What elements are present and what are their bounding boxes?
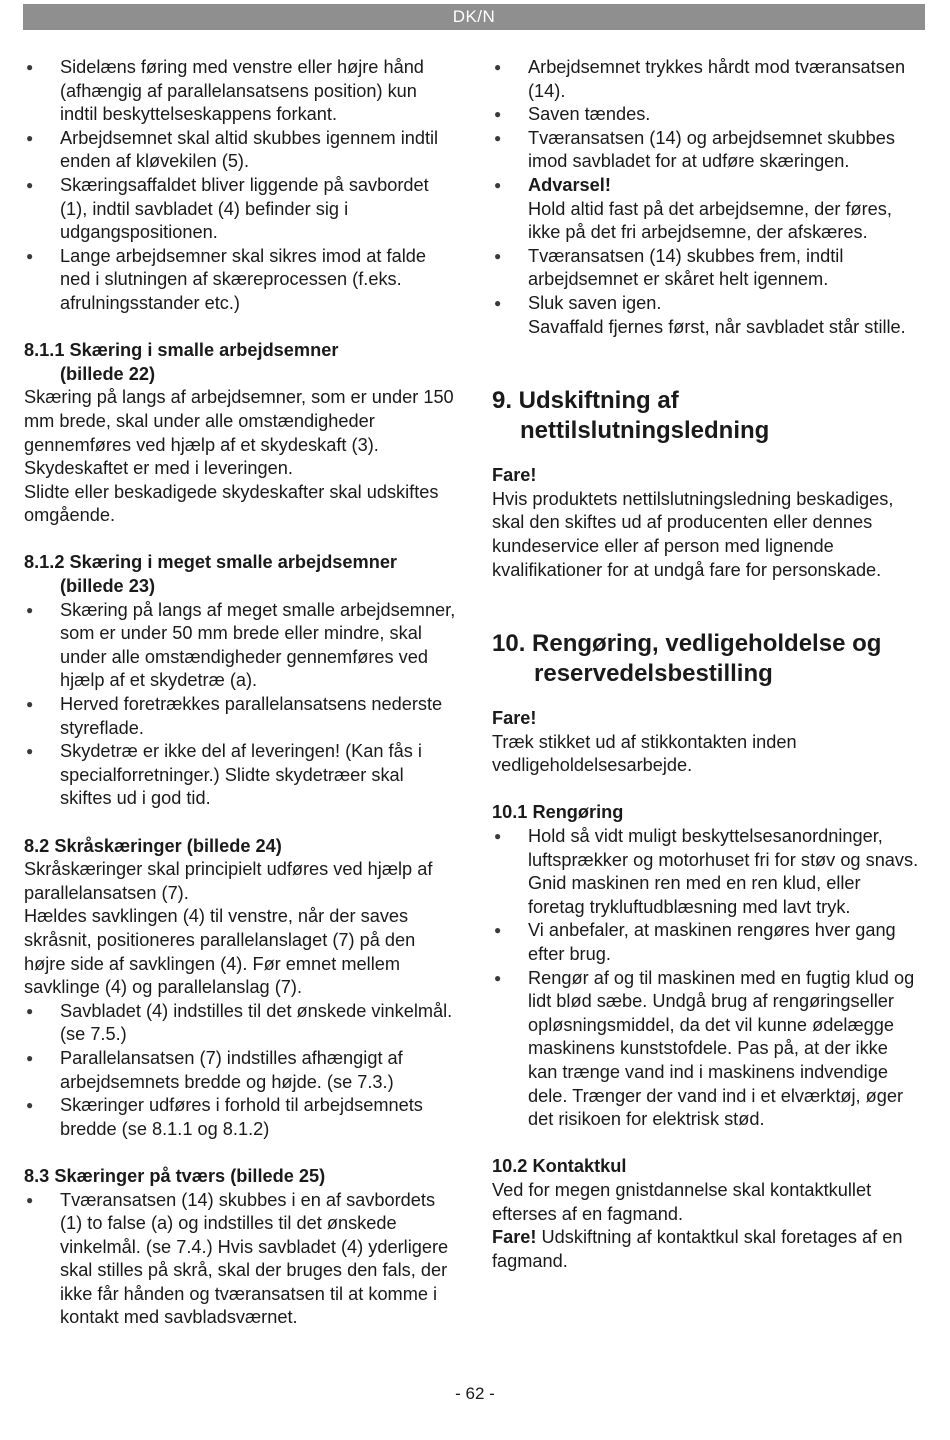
paragraph: Ved for megen gnistdannelse skal kontaktkullet efterses af en fagmand. [492,1179,872,1224]
section-heading-10-1: 10.1 Rengøring [492,802,624,823]
list-item: ● Tværansatsen (14) skubbes frem, indtil arbejdsemnet er skåret helt igennem. [492,245,922,292]
heading-line: 8.1.2 Skæring i meget smalle arbejdsemner [24,552,398,573]
list-item: ● Tværansatsen (14) skubbes i en af savbordets (1) to false (a) og indstilles til det ønskede vinkelmål. (se 7.4.) Hvis savbladet (4) yderligere skal stilles på skrå, skal der bruges den fals, der ikke får hånden og tværansatsen til at komme i kontakt med savbladsværnet. [24,1189,456,1331]
page-number: - 62 - [455,1384,495,1403]
list-item: ● Savbladet (4) indstilles til det ønskede vinkelmål. (se 7.5.) [24,1000,456,1047]
paragraph: Skæring på langs af arbejdsemner, som er under 150 mm brede, skal under alle omstændigheder gennemføres ved hjælp af et skydeskaft (3). Skydeskaftet er med i leveringen. [24,387,454,479]
list-item: ● Vi anbefaler, at maskinen rengøres hver gang efter brug. [492,919,922,966]
list-item: ● Arbejdsemnet trykkes hårdt mod tværansatsen (14). [492,56,922,103]
warning-label: ● Advarsel! [528,174,611,195]
danger-label: Fare! [492,465,537,486]
section-heading-9 [492,386,922,446]
paragraph [492,1226,922,1273]
heading-line: reservedelsbestilling [534,660,773,688]
heading-line: 8.1.1 Skæring i smalle arbejdsemner [24,340,339,361]
list-item: ● Skæring på langs af meget smalle arbejdsemner, som er under 50 mm brede eller mindre, skal under alle omstændigheder gennemføres ved hjælp af et skydetræ (a). [24,599,456,693]
left-column [24,56,456,1330]
list-item: ● Herved foretrækkes parallelansatsens nederste styreflade. [24,693,456,740]
section-heading-10 [492,629,922,689]
paragraph: Skråskæringer skal principielt udføres ved hjælp af parallelansatsen (7). [24,859,433,903]
list-item: ● Tværansatsen (14) og arbejdsemnet skubbes imod savbladet for at udføre skæringen. [492,127,922,174]
list-item-text: Savaffald fjernes først, når savbladet står stille. [528,316,906,337]
paragraph: Slidte eller beskadigede skydeskafter skal udskiftes omgående. [24,481,439,526]
danger-label: Fare! [492,1227,537,1248]
list-item-text: ● Sluk saven igen. [528,292,662,313]
section-heading-8-1-1 [24,339,456,386]
section-heading-10-2: 10.2 Kontaktkul [492,1156,627,1177]
list-item: ● Skæringer udføres i forhold til arbejdsemnets bredde (se 8.1.1 og 8.1.2) [24,1094,456,1141]
danger-label: Fare! [492,708,537,729]
list-item [492,292,922,339]
list-item: ● Hold så vidt muligt beskyttelsesanordninger, luftsprækker og motorhuset fri for støv og snavs. Gnid maskinen ren med en ren klud, eller foretag trykluftudblæsning med lavt tryk. [492,825,922,919]
section-heading-8-1-2 [24,551,456,598]
danger-text: Udskiftning af kontaktkul skal foretages af en fagmand. [492,1227,903,1271]
section-heading-8-2: 8.2 Skråskæringer (billede 24) [24,835,282,856]
paragraph: Hældes savklingen (4) til venstre, når der saves skråsnit, positioneres parallelanslaget (7) på den højre side af savklingen (4). Før emnet mellem savklinge (4) og parallelanslag (7). [24,906,416,998]
list-item: ● Lange arbejdsemner skal sikres imod at falde ned i slutningen af skæreprocessen (f.eks. afrulningsstander etc.) [24,245,456,316]
list-item: ● Skæringsaffaldet bliver liggende på savbordet (1), indtil savbladet (4) befinder sig i udgangspositionen. [24,174,456,245]
warning-text: Hold altid fast på det arbejdsemne, der føres, ikke på det fri arbejdsemne, der afskæres. [528,198,892,243]
list-item: ● Sidelæns føring med venstre eller højre hånd (afhængig af parallelansatsens position) kun indtil beskyttelseskappens forkant. [24,56,456,127]
section-heading-8-3: 8.3 Skæringer på tværs (billede 25) [24,1165,326,1186]
list-item: ● Saven tændes. [492,103,922,127]
list-item: ● Rengør af og til maskinen med en fugtig klud og lidt blød sæbe. Undgå brug af rengøringseller opløsningsmiddel, da det vil kunne ødelægge maskinens kunststofdele. Pas på, at der ikke kan trænge vand ind i maskinens indvendige dele. Trænger der vand ind i et elværktøj, øger det risikoen for elektrisk stød. [492,967,922,1132]
heading-line: (billede 22) [60,363,156,384]
warning-item [492,174,922,245]
list-item: ● Skydetræ er ikke del af leveringen! (Kan fås i specialforretninger.) Slidte skydetræer skal skiftes ud i god tid. [24,740,456,811]
heading-line: (billede 23) [60,576,156,597]
list-item: ● Parallelansatsen (7) indstilles afhængigt af arbejdsemnets bredde og højde. (se 7.3.) [24,1047,456,1094]
heading-line: 10. Rengøring, vedligeholdelse og [492,630,882,658]
list-item: ● Arbejdsemnet skal altid skubbes igennem indtil enden af kløvekilen (5). [24,127,456,174]
paragraph: Træk stikket ud af stikkontakten inden vedligeholdelsesarbejde. [492,731,797,776]
language-header: DK/N [23,4,925,30]
heading-line: nettilslutningsledning [520,417,770,445]
heading-line: 9. Udskiftning af [492,387,679,415]
paragraph: Hvis produktets nettilslutningsledning beskadiges, skal den skiftes ud af producenten eller dennes kundeservice eller af person med lignende kvalifikationer for at undgå fare for personskade. [492,488,894,580]
right-column [492,56,922,1273]
